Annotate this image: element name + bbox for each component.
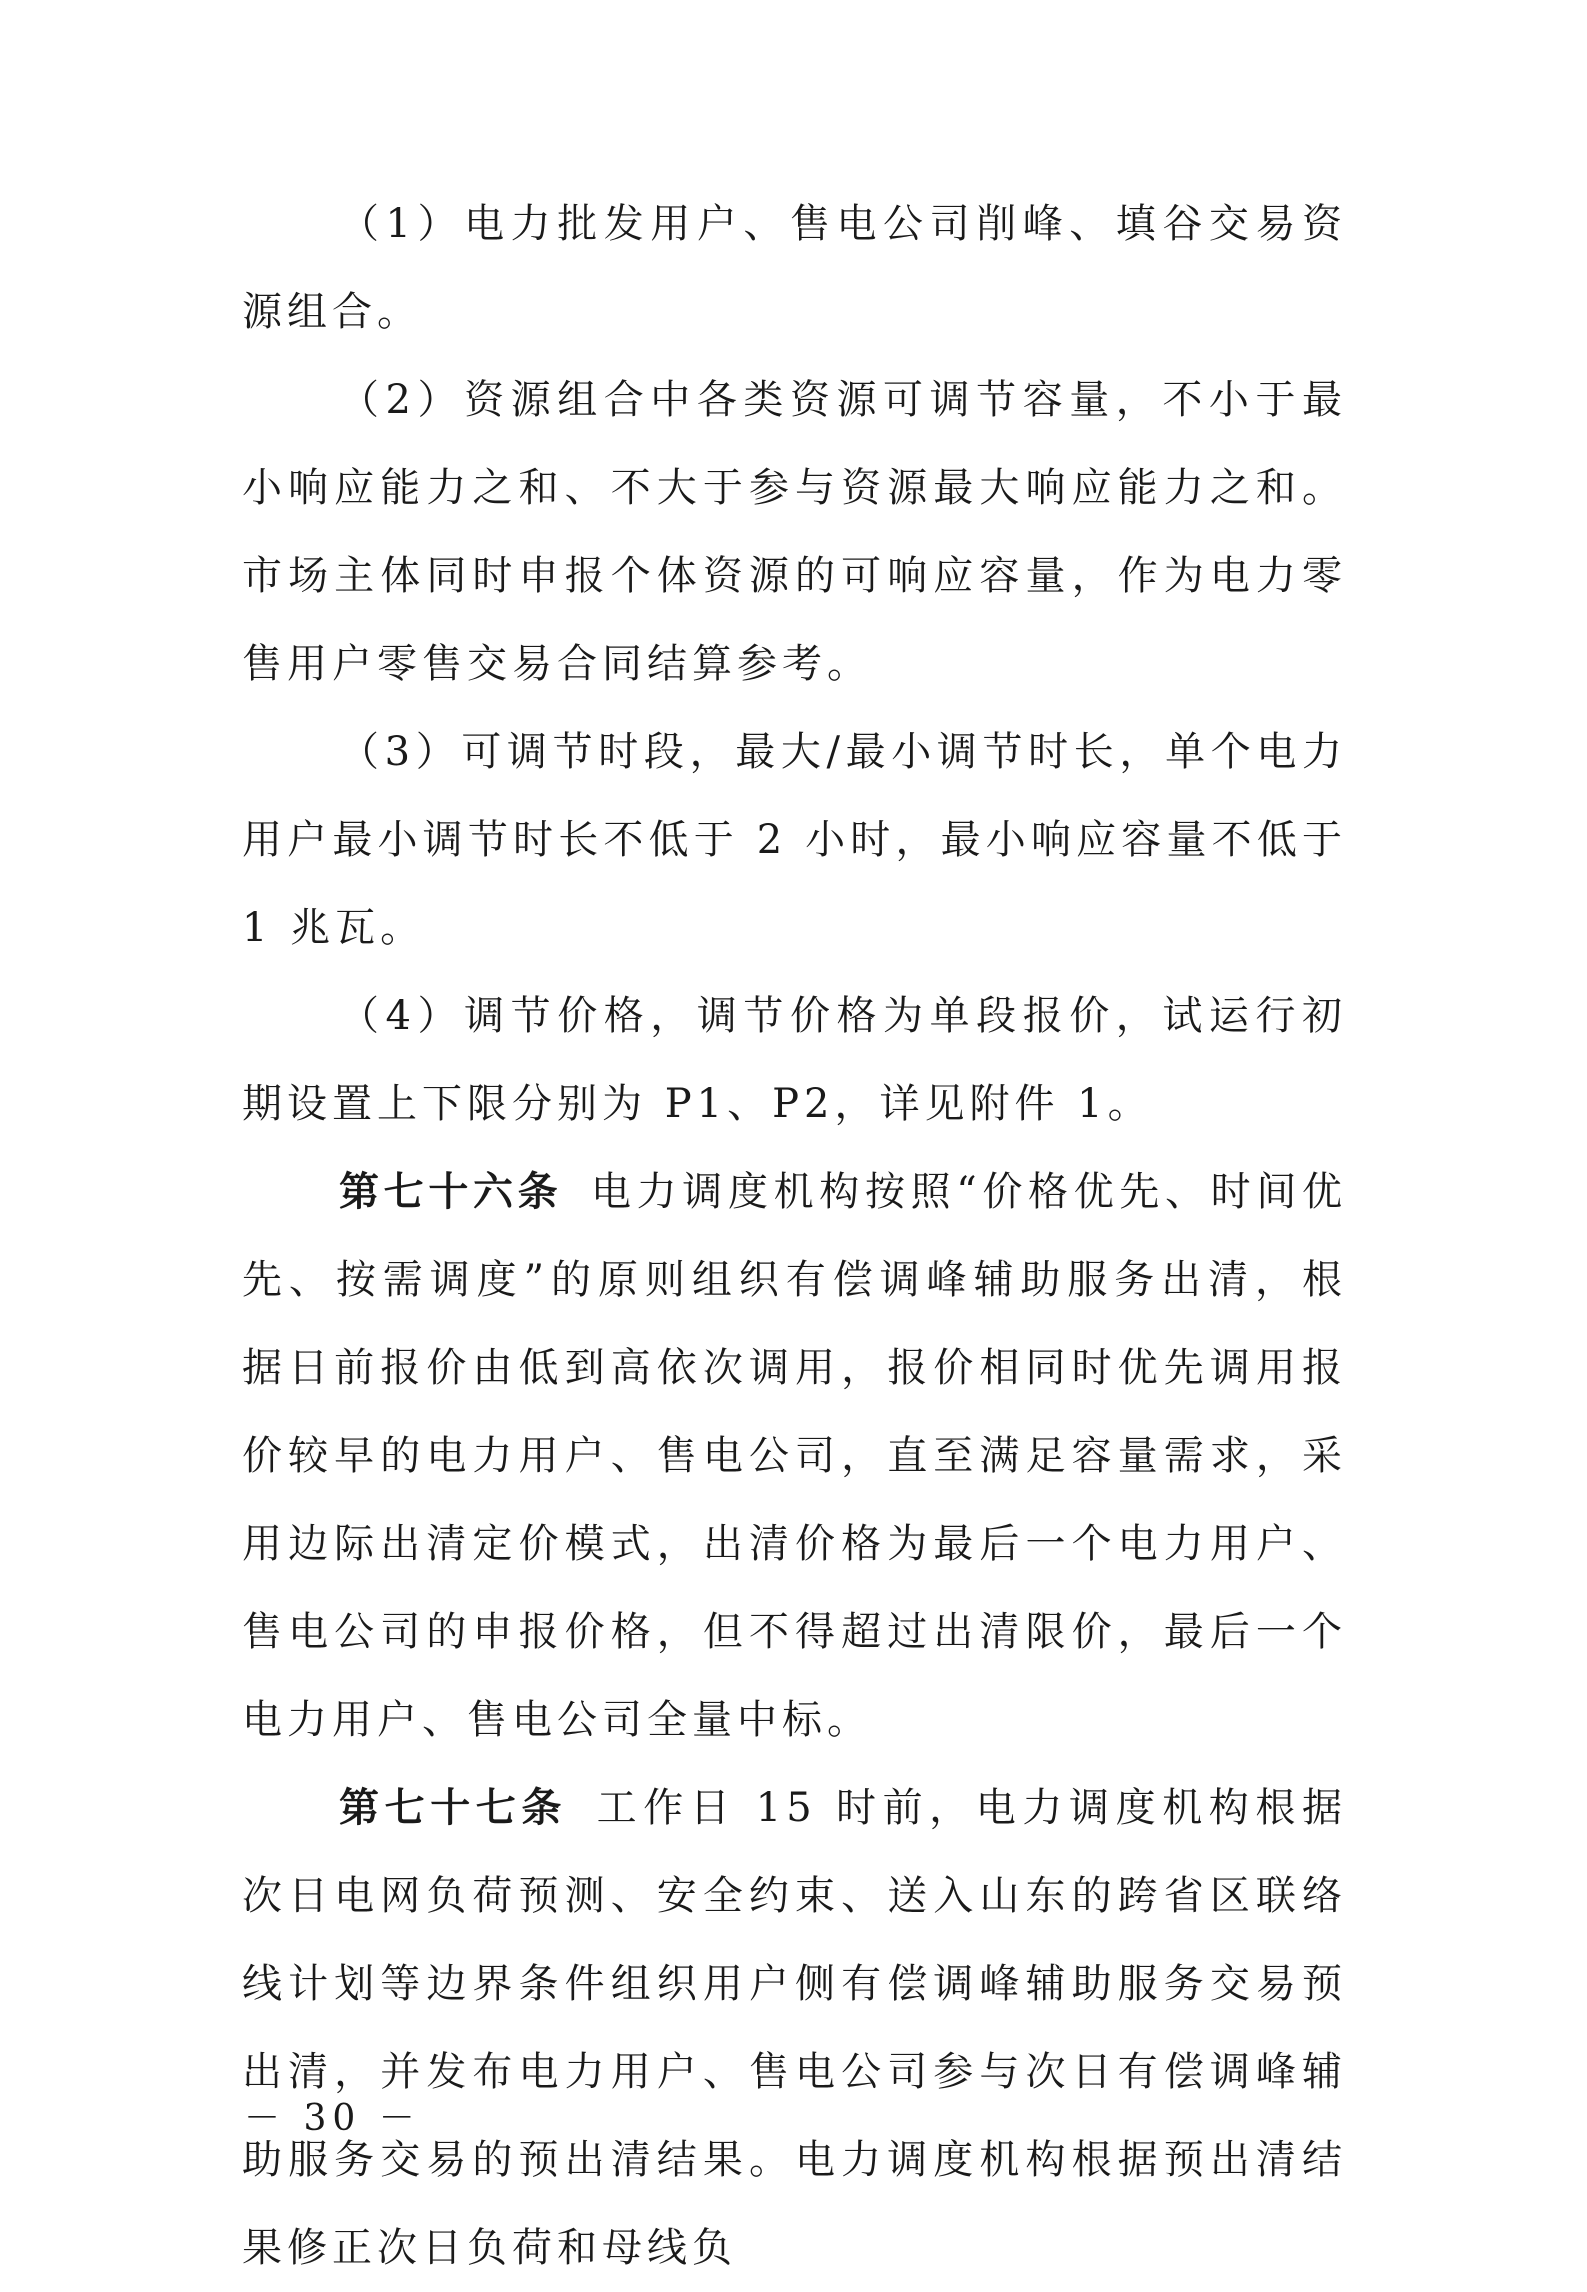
page-body <box>242 180 1347 2292</box>
article-77-number: 第七十七条 <box>339 1784 568 1831</box>
article-76-number: 第七十六条 <box>339 1168 563 1215</box>
paragraph-item-3: （3）可调节时段，最大/最小调节时长，单个电力用户最小调节时长不低于 2 小时，最小响应容量不低于 1 兆瓦。 <box>242 729 1347 951</box>
paragraph-item-2: （2）资源组合中各类资源可调节容量，不小于最小响应能力之和、不大于参与资源最大响应能力之和。市场主体同时申报个体资源的可响应容量，作为电力零售用户零售交易合同结算参考。 <box>242 377 1347 687</box>
article-76-text: 电力调度机构按照“价格优先、时间优先、按需调度”的原则组织有偿调峰辅助服务出清，根据日前报价由低到高依次调用，报价相同时优先调用报价较早的电力用户、售电公司，直至满足容量需求，采用边际出清定价模式，出清价格为最后一个电力用户、售电公司的申报价格，但不得超过出清限价，最后一个电力用户、售电公司全量中标。 <box>242 1169 1348 1743</box>
article-77 <box>242 1764 1347 2292</box>
article-77-text: 工作日 15 时前，电力调度机构根据次日电网负荷预测、安全约束、送入山东的跨省区联络线计划等边界条件组织用户侧有偿调峰辅助服务交易预出清，并发布电力用户、售电公司参与次日有偿调峰辅助服务交易的预出清结果。电力调度机构根据预出清结果修正次日负荷和母线负 <box>242 1785 1348 2271</box>
paragraph-item-1: （1）电力批发用户、售电公司削峰、填谷交易资源组合。 <box>242 201 1347 335</box>
article-76 <box>242 1148 1347 1764</box>
paragraph-item-4: （4）调节价格，调节价格为单段报价，试运行初期设置上下限分别为 P1、P2，详见附件 1。 <box>242 993 1347 1127</box>
page-number: － 30 － <box>244 2098 421 2139</box>
